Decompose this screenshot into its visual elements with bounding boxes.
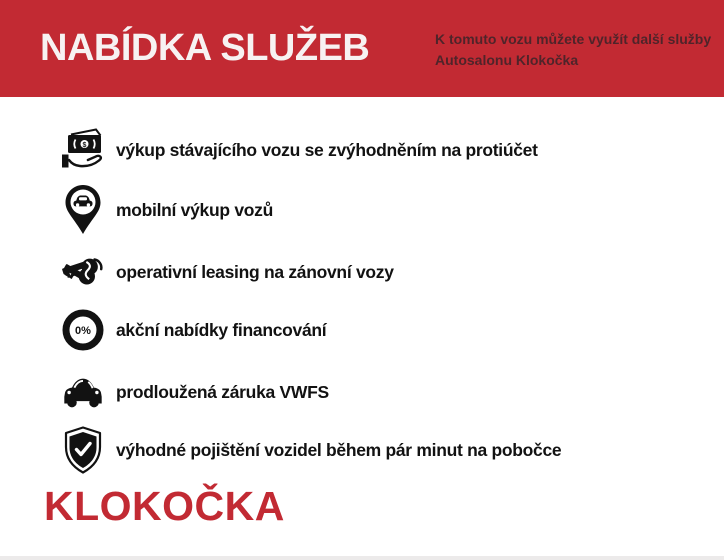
- klokocka-logo: KLOKOČKA: [44, 483, 285, 529]
- bottom-divider: [0, 556, 724, 560]
- service-label: akční nabídky financování: [116, 319, 327, 340]
- shield-check-icon: [60, 427, 106, 473]
- service-item-leasing: [60, 249, 394, 295]
- service-label: operativní leasing na zánovní vozy: [116, 261, 394, 282]
- car-keys-icon: [60, 249, 106, 295]
- svg-text:0%: 0%: [75, 325, 91, 337]
- service-label: výkup stávajícího vozu se zvýhodněním na protiúčet: [116, 139, 538, 160]
- zero-percent-icon: [60, 307, 106, 353]
- service-item-insurance: [60, 427, 561, 473]
- map-pin-car-icon: [60, 187, 106, 233]
- svg-text:$: $: [82, 141, 87, 149]
- service-item-mobile-buyout: [60, 187, 273, 233]
- header-subtitle-line2: Autosalonu Klokočka: [435, 52, 579, 68]
- service-label: mobilní výkup vozů: [116, 199, 273, 220]
- service-item-financing: [60, 307, 326, 353]
- service-item-trade-in: [60, 127, 538, 173]
- page-title: NABÍDKA SLUŽEB: [40, 27, 370, 69]
- money-in-hand-icon: [60, 127, 106, 173]
- service-label: prodloužená záruka VWFS: [116, 381, 329, 402]
- service-label: výhodné pojištění vozidel během pár minut na pobočce: [116, 439, 562, 460]
- service-item-warranty: [60, 369, 329, 415]
- header-subtitle-line1: K tomuto vozu můžete využít další služby: [435, 31, 712, 47]
- car-icon: [60, 369, 106, 415]
